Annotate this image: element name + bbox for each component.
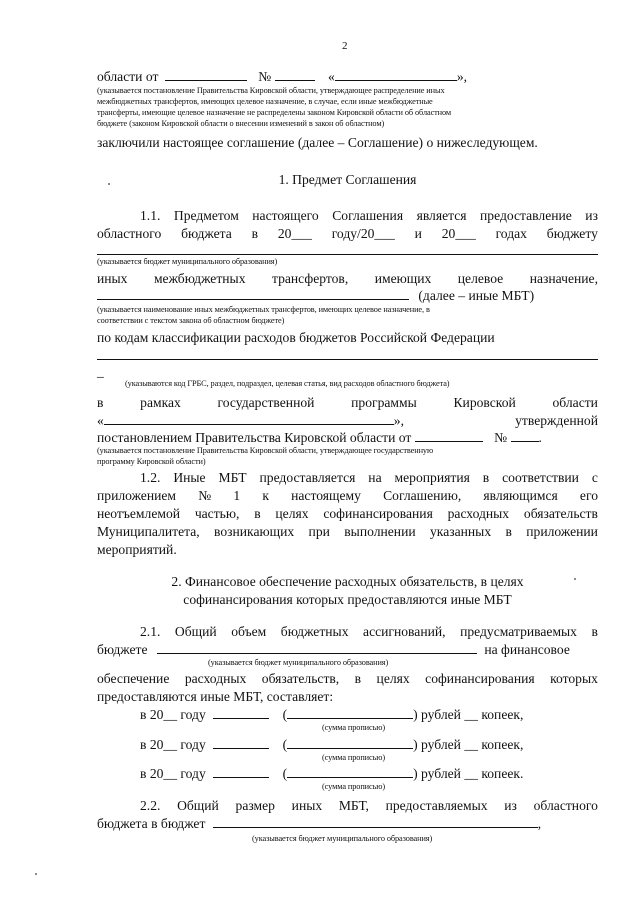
comma: , [537, 816, 542, 831]
municipal-budget-blank [97, 254, 598, 255]
p12-word: частью, [194, 506, 240, 521]
amount-words-blank [287, 706, 413, 719]
p12-word: соответствии [502, 470, 579, 485]
section-2-title-1: 2. Финансовое обеспечение расходных обязательств, в целях [171, 574, 524, 589]
p11-word: 20___ [441, 226, 476, 241]
open-paren: ( [282, 737, 288, 752]
close-quote: », [456, 69, 468, 84]
resolution-text: постановлением Правительства Кировской области от [97, 430, 412, 445]
p12-word: с [591, 470, 598, 485]
p11-word: Предметом [173, 208, 239, 223]
open-quote: « [328, 69, 335, 84]
number-sign: № [258, 69, 272, 84]
amount-words-blank [287, 765, 413, 778]
p12-line-1 [140, 469, 598, 486]
p12-line-3 [97, 505, 598, 522]
p22-word: МБТ, [338, 798, 369, 813]
p21-word: расходных [184, 671, 247, 686]
rubles-kopecks: ) рублей __ копеек, [413, 737, 524, 752]
p11-word: бюджета [181, 226, 232, 241]
p11-word: областного [97, 226, 162, 241]
p12-word: софинансирования [323, 506, 433, 521]
page-number: 2 [342, 40, 348, 52]
scan-speck [108, 183, 110, 185]
p11-word: из [585, 208, 598, 223]
p12-word: являющимся [483, 488, 558, 503]
period: . [538, 430, 542, 445]
p11-line-3 [97, 270, 598, 287]
p21-line-3 [97, 670, 598, 687]
p12-word: в [505, 524, 512, 539]
p22-line-2 [97, 815, 598, 832]
p21-word: обеспечение [97, 671, 170, 686]
p12-word: целях [275, 506, 309, 521]
p11-word: рамках [140, 395, 181, 410]
amount-blank [213, 706, 269, 719]
p11-word: межбюджетных [153, 271, 246, 286]
p11-word: Кировской [453, 395, 516, 410]
approved-word: утвержденной [515, 413, 598, 428]
note-mbt-2: соответствии с текстом закона об областном бюджете) [97, 316, 285, 325]
p21-word: софинансирования [425, 671, 535, 686]
p21-word: 2.1. [140, 624, 161, 639]
p11-word: настоящего [252, 208, 319, 223]
year-label: в 20__ году [140, 737, 206, 752]
p11-line-2 [97, 225, 598, 242]
number-blank [275, 68, 315, 81]
amount-blank [213, 765, 269, 778]
p12-word: неотъемлемой [97, 506, 181, 521]
p11-line-1 [140, 207, 598, 224]
p11-word: 1.1. [140, 208, 161, 223]
p12-word: 1 [233, 488, 241, 503]
p12-word: выполнении [344, 524, 416, 539]
year-row-1 [140, 706, 598, 723]
p11-word: бюджету [546, 226, 598, 241]
p22-word: Общий [177, 798, 219, 813]
p12-word: МБТ [218, 470, 247, 485]
p21-word: которых [550, 671, 598, 686]
p21-word: Общий [174, 624, 217, 639]
p11-line-9 [97, 429, 598, 446]
rubles-kopecks: ) рублей __ копеек, [413, 707, 524, 722]
codes-blank [97, 359, 598, 360]
p12-word: настоящему [291, 488, 361, 503]
mbt-abbrev: (далее – иные МБТ) [418, 288, 535, 303]
year-label: в 20__ году [140, 707, 206, 722]
p21-word: предусматриваемых [460, 624, 577, 639]
budget-to-budget-text: бюджета в бюджет [97, 816, 206, 831]
header-note-3: трансферты, имеющие целевое назначение не распределены законом Кировской области об областном [97, 108, 452, 117]
p21-word: объем [231, 624, 267, 639]
p11-word: годах [495, 226, 527, 241]
header-region-text: области от [97, 69, 159, 84]
note-municipal-budget-2: (указывается бюджет муниципального образования) [208, 658, 389, 667]
amount-blank [213, 736, 269, 749]
p11-word: и [414, 226, 422, 241]
p12-word: Соглашению, [383, 488, 462, 503]
p22-word: из [504, 798, 517, 813]
p11-line-7 [97, 394, 598, 411]
open-quote: « [97, 413, 104, 428]
p12-word: приложением [97, 488, 177, 503]
resolution-date-blank [415, 429, 483, 442]
p11-word: в [97, 395, 104, 410]
concluded-text: заключили настоящее соглашение (далее – Соглашение) о нижеследующем. [97, 135, 538, 150]
p11-word: целевое [457, 271, 504, 286]
note-municipal-budget: (указывается бюджет муниципального образования) [97, 257, 278, 266]
codes-dash: _ [97, 364, 104, 379]
p12-word: возникающих [214, 524, 295, 539]
p11-word: области [552, 395, 598, 410]
p21-line-2 [97, 641, 598, 658]
p12-word: к [262, 488, 269, 503]
open-paren: ( [282, 766, 288, 781]
p12-line-2 [97, 487, 598, 504]
note-mbt-1: (указывается наименование иных межбюджетных трансфертов, имеющих целевое назначение, в [97, 305, 430, 314]
p22-line-1 [140, 797, 598, 814]
p11-word: 20___ [277, 226, 312, 241]
title-blank [335, 68, 457, 81]
open-paren: ( [282, 707, 288, 722]
number-sign: № [494, 430, 508, 445]
p11-word: является [416, 208, 467, 223]
rubles-kopecks: ) рублей __ копеек. [413, 766, 524, 781]
p22-word: областного [533, 798, 598, 813]
p12-word: при [308, 524, 330, 539]
p12-word: 1.2. [140, 470, 161, 485]
p11-word: предоставление [480, 208, 572, 223]
section-2-title-2: софинансирования которых предоставляются иные МБТ [183, 592, 512, 607]
p11-word: в [251, 226, 259, 241]
p12-line-5: мероприятий. [97, 542, 177, 557]
header-note-1: (указывается постановление Правительства Кировской области, утверждающее распределение иных [97, 86, 445, 95]
year-label: в 20__ году [140, 766, 206, 781]
section-1-title: 1. Предмет Соглашения [278, 172, 417, 187]
p12-word: Муниципалитета, [97, 524, 200, 539]
p22-word: иных [291, 798, 323, 813]
p12-word: приложении [526, 524, 598, 539]
p22-word: размер [235, 798, 275, 813]
note-sum-1: (сумма прописью) [322, 723, 386, 732]
header-line-1 [97, 68, 598, 85]
municipal-budget-blank [157, 641, 477, 654]
program-name-blank [104, 412, 394, 425]
year-row-2 [140, 736, 598, 753]
resolution-number-blank [511, 429, 539, 442]
p22-word: 2.2. [140, 798, 161, 813]
p12-word: в [482, 470, 490, 485]
date-blank [165, 68, 247, 81]
scan-speck [574, 578, 576, 580]
p11-line-8 [97, 412, 598, 429]
mbt-name-blank [97, 287, 409, 300]
p21-word: в [354, 671, 362, 686]
scan-speck [35, 873, 37, 875]
p21-word: в [591, 624, 598, 639]
p11-word: имеющих [374, 271, 432, 286]
p12-word: обязательств [523, 506, 598, 521]
p21-word: бюджетных [280, 624, 349, 639]
note-municipal-budget-3: (указывается бюджет муниципального образования) [252, 834, 433, 843]
header-note-2: межбюджетных трансфертов, имеющих целевое назначение, в случае, если иные межбюджетные [97, 97, 433, 106]
p12-line-4 [97, 523, 598, 540]
year-row-3 [140, 765, 598, 782]
p11-word: трансфертов, [271, 271, 349, 286]
p11-word: году/20___ [331, 226, 395, 241]
p22-word: предоставляемых [385, 798, 488, 813]
note-sum-2: (сумма прописью) [322, 753, 386, 762]
budget-word: бюджете [97, 642, 148, 657]
note-sum-3: (сумма прописью) [322, 782, 386, 791]
p21-line-1 [140, 623, 598, 640]
p21-line-4: предоставляются иные МБТ, составляет: [97, 689, 334, 704]
note-codes: (указываются код ГРБС, раздел, подраздел, целевая статья, вид расходов областного бюджета) [125, 379, 450, 388]
note-program-2: программу Кировской области) [97, 457, 206, 466]
p11-word: назначение, [529, 271, 598, 286]
p12-word: Иные [173, 470, 206, 485]
p12-word: его [579, 488, 598, 503]
p12-word: № [198, 488, 212, 503]
note-program-1: (указывается постановление Правительства Кировской области, утверждающее государственную [97, 446, 434, 455]
amount-words-blank [287, 736, 413, 749]
p11-word: программы [351, 395, 417, 410]
p12-word: мероприятия [394, 470, 470, 485]
municipal-budget-blank [213, 815, 538, 828]
p21-word: обязательств, [261, 671, 340, 686]
p12-word: на [368, 470, 382, 485]
financial-support-text: на финансовое [484, 642, 570, 657]
p11-line-5: по кодам классификации расходов бюджетов Российской Федерации [97, 330, 495, 345]
p12-word: в [254, 506, 261, 521]
p12-word: предоставляется [259, 470, 356, 485]
p11-line-4 [97, 287, 598, 304]
header-note-4: бюджете (законом Кировской области о внесении изменений в закон об областном) [97, 119, 385, 128]
close-quote: », [393, 413, 404, 428]
p21-word: целях [376, 671, 410, 686]
p12-word: расходных [447, 506, 510, 521]
p11-word: иных [97, 271, 128, 286]
p11-word: государственной [217, 395, 315, 410]
p21-word: ассигнований, [363, 624, 446, 639]
p11-word: Соглашения [332, 208, 404, 223]
p12-word: указанных [430, 524, 492, 539]
